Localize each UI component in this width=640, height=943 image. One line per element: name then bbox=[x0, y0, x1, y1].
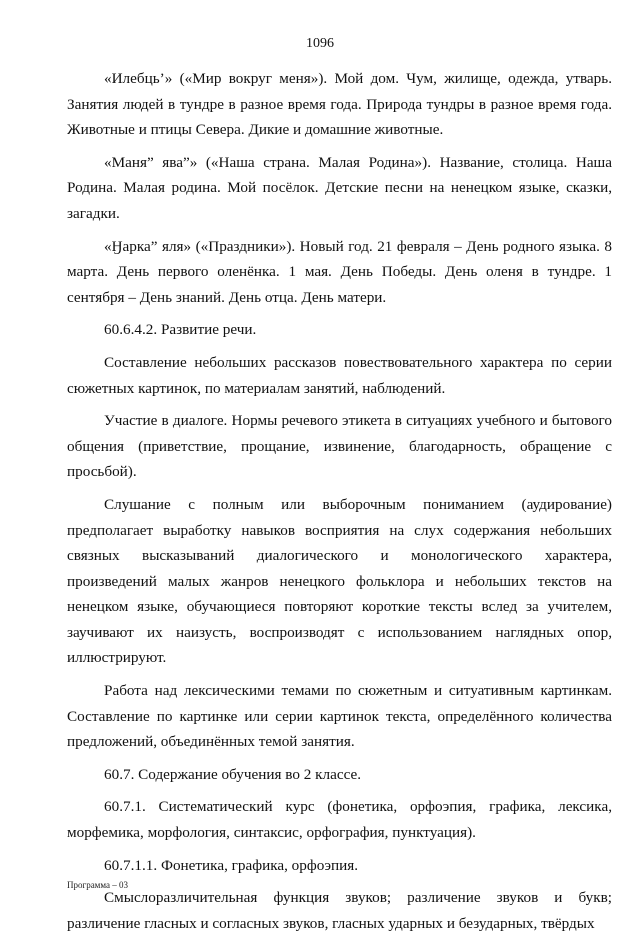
section-heading-speech-development: 60.6.4.2. Развитие речи. bbox=[104, 321, 257, 339]
paragraph-topic-holidays: «Ӈарка” яля» («Праздники»). Новый год. 21 февраля – День родного языка. 8 марта. День первого оленёнка. 1 мая. День Победы. День оленя в тундре. 1 сентября – День знаний. День отца. День матери. bbox=[67, 237, 612, 306]
document-body bbox=[67, 66, 612, 943]
paragraph-sound-functions: Смыслоразличительная функция звуков; различение звуков и букв; различение гласных и согласных звуков, гласных ударных и безударных, твёрдых bbox=[67, 889, 612, 932]
section-heading-grade-2: 60.7. Содержание обучения во 2 классе. bbox=[104, 765, 362, 783]
section-heading-phonetics: 60.7.1.1. Фонетика, графика, орфоэпия. bbox=[104, 856, 359, 874]
page-number: 1096 bbox=[306, 36, 334, 51]
paragraph-lexical-topics: Работа над лексическими темами по сюжетным и ситуативным картинкам. Составление по картинке или серии картинок текста, определённого количества предложений, объединённых темой занятия. bbox=[67, 682, 612, 751]
paragraph-story-composition: Составление небольших рассказов повествовательного характера по серии сюжетных картинок, по материалам занятий, наблюдений. bbox=[67, 353, 612, 397]
section-heading-systematic-course: 60.7.1. Систематический курс (фонетика, орфоэпия, графика, лексика, морфемика, морфология, синтаксис, орфография, пунктуация). bbox=[67, 798, 612, 842]
footer-label: Программа – 03 bbox=[67, 880, 129, 890]
paragraph-dialogue: Участие в диалоге. Нормы речевого этикета в ситуациях учебного и бытового общения (приветствие, прощание, извинение, благодарность, обращение с просьбой). bbox=[67, 412, 612, 481]
paragraph-listening: Слушание с полным или выборочным пониманием (аудирование) предполагает выработку навыков восприятия на слух содержания небольших связных высказываний диалогического и монологического характера, произведений малых жанров ненецкого фольклора и небольших текстов на ненецком языке, обучающиеся повторяют короткие тексты вслед за учителем, заучивают их наизусть, воспроизводят с использованием наглядных опор, иллюстрируют. bbox=[67, 495, 612, 667]
paragraph-topic-world-around: «Илебць’» («Мир вокруг меня»). Мой дом. Чум, жилище, одежда, утварь. Занятия людей в тундре в разное время года. Природа тундры в разное время года. Животные и птицы Севера. Дикие и домашние животные. bbox=[67, 70, 612, 139]
paragraph-topic-homeland: «Маня” ява”» («Наша страна. Малая Родина»). Название, столица. Наша Родина. Малая родина. Мой посёлок. Детские песни на ненецком языке, сказки, загадки. bbox=[67, 153, 612, 222]
